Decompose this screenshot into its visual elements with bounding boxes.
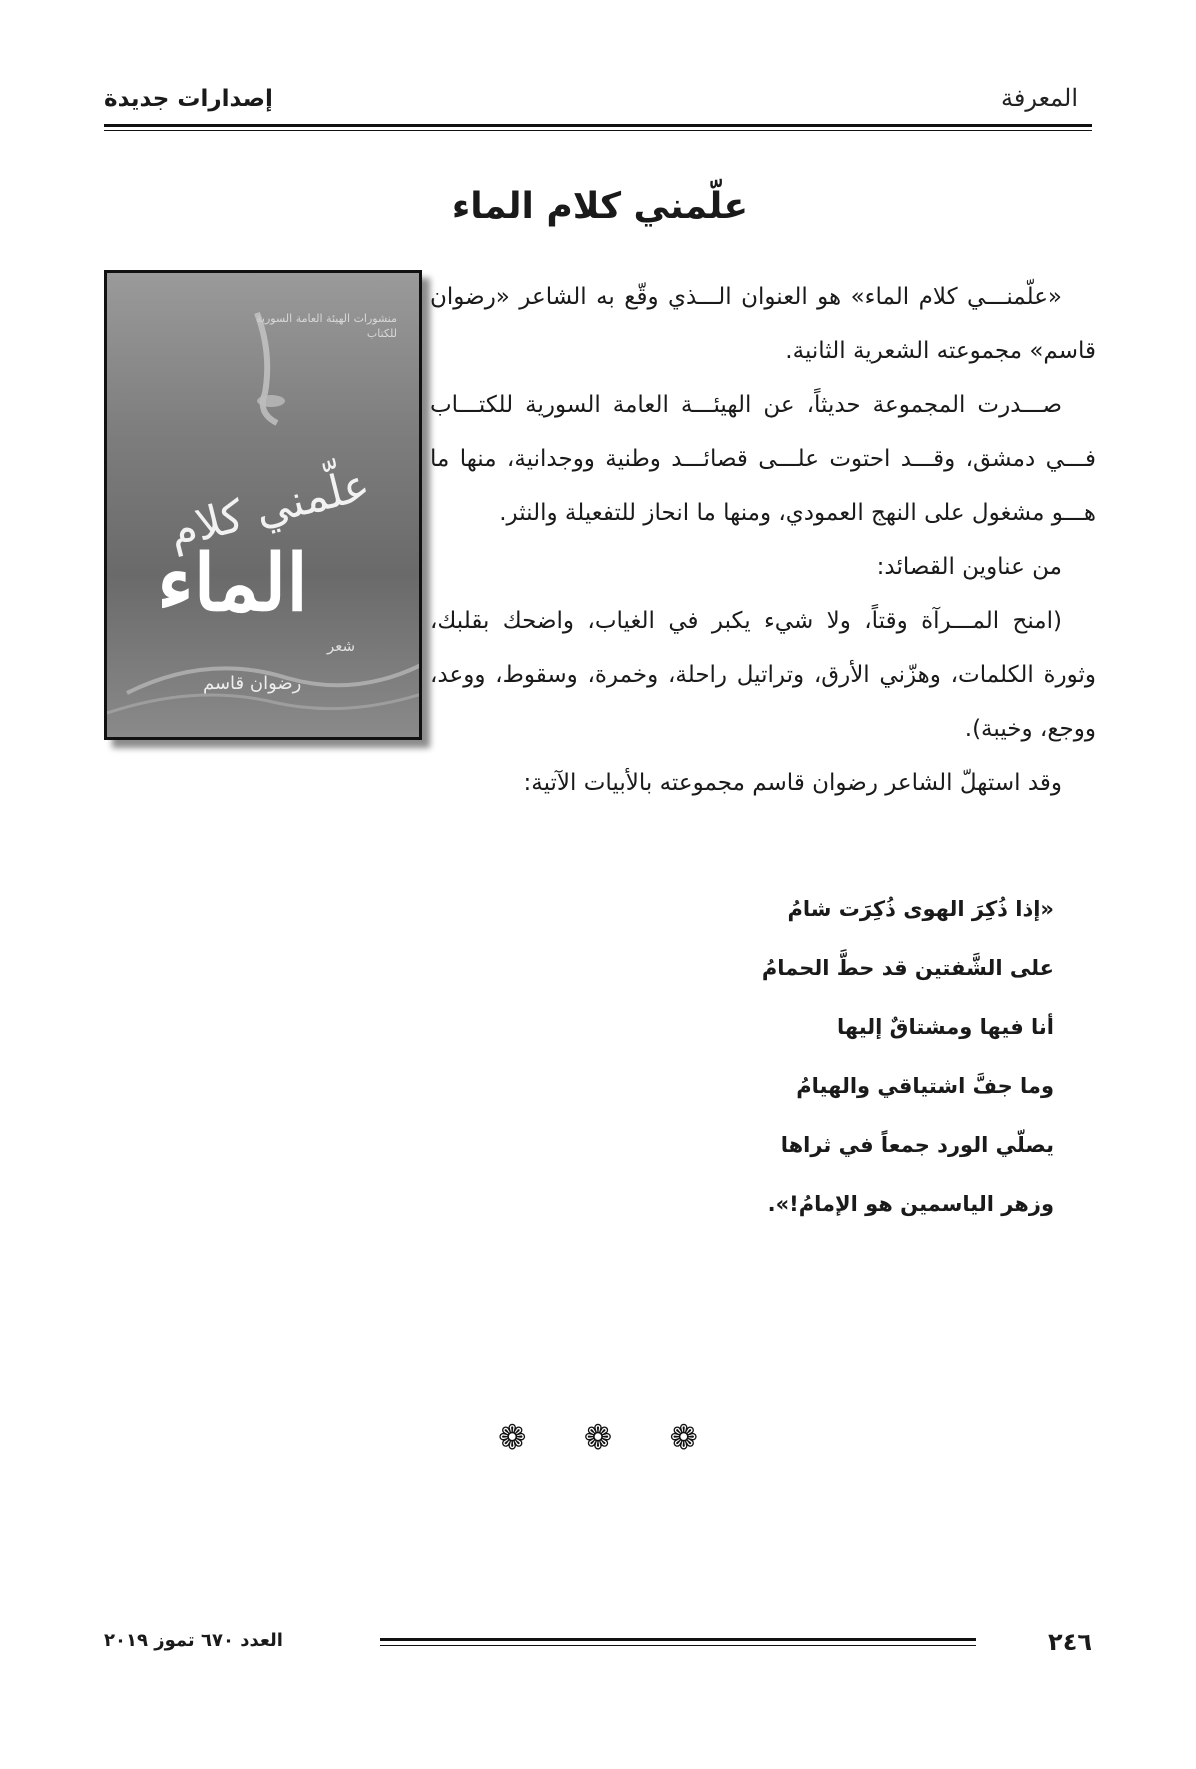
paragraph-publication: صـــدرت المجموعة حديثاً، عن الهيئـــة العامة السورية للكتـــاب فـــي دمشق، وقـــد احتوت علـــى قصائـــد وطنية ووجدانية، منها ما هـــو مشغول على النهج العمودي، ومنها ما انحاز للتفعيلة والنثر.	[430, 392, 1096, 526]
verse-line: «إذا ذُكِرَ الهوى ذُكِرَت شامُ	[787, 897, 1054, 921]
cover-publisher: منشورات الهيئة العامة السورية للكتاب	[256, 312, 397, 340]
page-number: ٢٤٦	[1048, 1628, 1092, 1656]
paragraph-titles-heading: من عناوين القصائد:	[876, 554, 1062, 580]
cover-title-line1: علّمني كلام	[163, 459, 375, 558]
flower-ornament-icon: ❁	[498, 1418, 527, 1458]
verse-line: يصلّي الورد جمعاً في ثراها	[780, 1133, 1054, 1157]
section-title: إصدارات جديدة	[104, 86, 273, 112]
article-title: علّمني كلام الماء	[451, 186, 749, 227]
paragraph-titles-list: (امنح المـــرآة وقتاً، ولا شيء يكبر في الغياب، واضحك بقلبك، وثورة الكلمات، وهزّني الأرق، وتراتيل راحلة، وخمرة، وسقوط، ووعد، ووجع، وخيبة).	[430, 608, 1096, 742]
cover-genre: شعر	[327, 637, 356, 655]
verse-line: أنا فيها ومشتاقٌ إليها	[836, 1015, 1054, 1039]
flower-ornament-icon: ❁	[583, 1418, 613, 1458]
header-rule-thick	[104, 124, 1092, 127]
poem-verses	[634, 880, 1054, 1234]
flower-ornament-icon: ❁	[669, 1418, 698, 1458]
magazine-logo: المعرفة	[1000, 84, 1078, 112]
footer-rule-thin	[380, 1645, 976, 1646]
verse-line: على الشَّفتين قد حطَّ الحمامُ	[761, 956, 1054, 980]
book-cover-image	[104, 270, 422, 740]
paragraph-intro: «علّمنـــي كلام الماء» هو العنوان الـــذي وقّع به الشاعر «رضوان قاسم» مجموعته الشعرية الثانية.	[430, 284, 1096, 364]
header-rule-thin	[104, 130, 1092, 131]
cover-title-line2: الماء	[157, 538, 308, 629]
cover-author: رضوان قاسم	[203, 673, 302, 694]
verse-line: وزهر الياسمين هو الإمامُ!».	[767, 1192, 1054, 1216]
section-end-ornaments	[498, 1418, 698, 1458]
paragraph-verse-intro: وقد استهلّ الشاعر رضوان قاسم مجموعته بالأبيات الآتية:	[523, 770, 1062, 796]
issue-info: العدد ٦٧٠ تموز ٢٠١٩	[104, 1630, 283, 1651]
verse-line: وما جفَّ اشتياقي والهيامُ	[796, 1074, 1054, 1098]
article-body	[430, 270, 1096, 810]
footer-rule-thick	[380, 1638, 976, 1641]
